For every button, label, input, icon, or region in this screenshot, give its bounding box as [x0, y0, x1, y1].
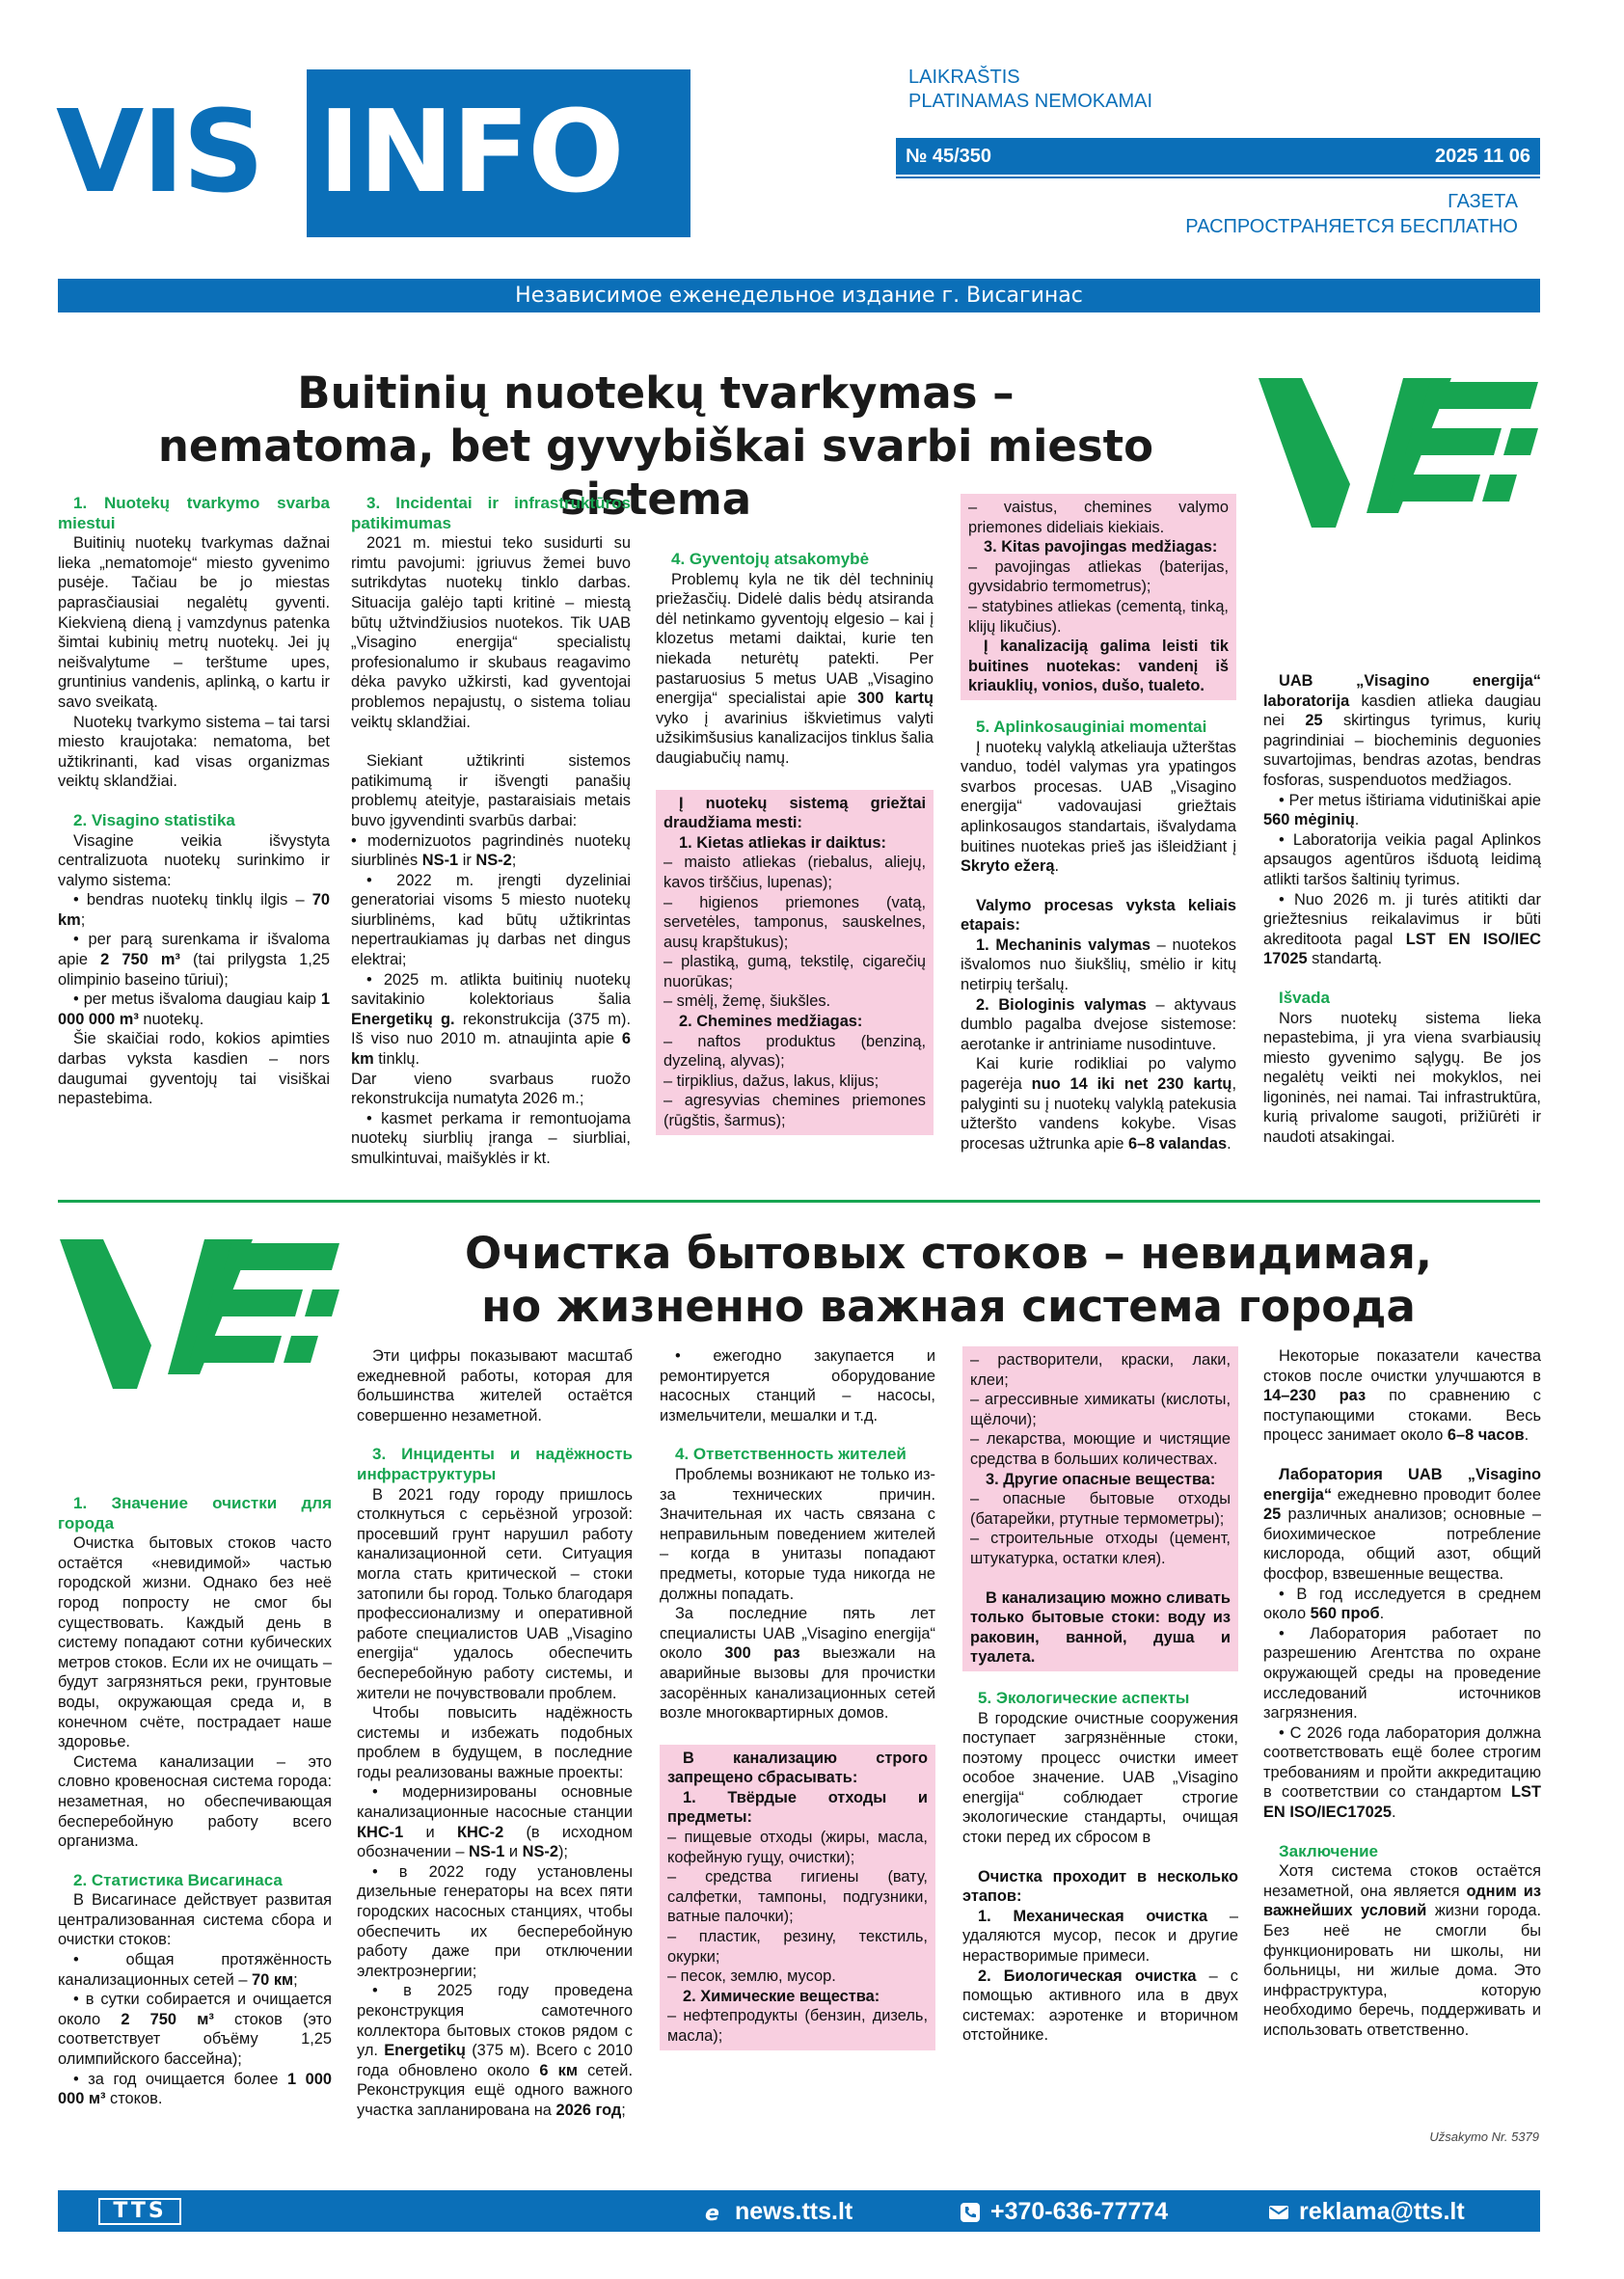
masthead-lt-note: LAIKRAŠTIS PLATINAMAS NEMOKAMAI [908, 67, 1153, 112]
ru-heading-2: 2. Статистика Висагинаса [73, 1870, 283, 1889]
lt-heading-6: Išvada [1279, 988, 1330, 1007]
ru-heading-1: 1. Значение очистки для города [58, 1494, 332, 1533]
lt-column-1: 1. Nuotekų tvarkymo svarba miestui Buitinių nuotekų tvarkymas dažnai lieka „nematomoje“ miesto gyvenimo pusėje. Tačiau be jo miestas paprasčiausiai negalėtų gyventi. Kiekvieną dieną į vamzdynus patenka šimtai kubinių metrų nuotekų. Jei jų neišvalytume – terštume upes, gruntinius vandenis, aplinką, o kartu ir savo sveikatą. Nuotekų tvarkymo sistema – tai tarsi miesto kraujotaka: nematoma, bet užtikrinanti, kad visas organizmas veiktų sklandžiai. 2. Visagino statistika Visagine veikia išvystyta centralizuota nuotekų surinkimo ir valymo sistema: • bendras nuotekų tinklų ilgis – 70 km; • per parą surenkama ir išvaloma apie 2 750 m³ (tai prilygsta 1,25 olimpinio baseino tūriui); • per metus išvaloma daugiau kaip 1 000 000 m³ nuotekų. Šie skaičiai rodo, kokios apimties darbas vyksta kasdien – nors daugumai gyventojų tai visiškai nepastebima. [58, 494, 330, 1108]
lt-heading-4: 4. Gyventojų atsakomybė [671, 550, 870, 568]
order-number: Užsakymo Nr. 5379 [1429, 2130, 1539, 2144]
footer-bar [58, 2190, 1540, 2232]
ru-column-5: Некоторые показатели качества стоков после очистки улучшаются в 14–230 раз по сравнению с поступающими стоками. Весь процесс занимает около 6–8 часов. Лаборатория UAB „Visagino energija“ ежедневно проводит более 25 различных анализов; основные – биохимическое потребление кислорода, общий азот, общий фосфор, взвешенные вещества. • В год исследуется в среднем около 560 проб. • Лаборатория работает по разрешению Агентства по охране окружающей среды на проведение исследований источников загрязнения. • С 2026 года лаборатория должна соответствовать ещё более строгим требованиям и пройти аккредитацию в соответствии со стандартом LST EN ISO/IEC17025. Заключение Хотя система стоков остаётся незаметной, она является одним из важнейших условий жизни города. Без неё не смогли бы функционировать ни школы, ни больницы, ни жилые дома. Это инфраструктура, которую необходимо беречь, поддерживать и использовать ответственно. [1263, 1347, 1541, 2039]
lt-heading-3: 3. Incidentai ir infrastruktūros patikimumas [351, 494, 631, 532]
phone-icon [960, 2202, 981, 2223]
ve-logo-icon [1259, 368, 1538, 532]
ru-prohibited-box: В канализацию строго запрещено сбрасывать: 1. Твёрдые отходы и предметы: – пищевые отходы (жиры, масла, кофейную гущу, очистки); – средства гигиены (вату, салфетки, тампоны, подгузники, ватные палочки); – пластик, резину, текстиль, окурки; – песок, землю, мусор. 2. Химические вещества: – нефтепродукты (бензин, дизель, масла); [660, 1745, 935, 2050]
ru-heading-5: 5. Экологические аспекты [978, 1688, 1190, 1707]
ru-column-1: 1. Значение очистки для города Очистка бытовых стоков часто остаётся «невидимой» частью городской жизни. Однако без неё город попросту не смог бы существовать. Каждый день в систему попадают сотни кубических метров стоков. Если их не очищать – будут загрязняться реки, грунтовые воды, окружающая среда и, в конечном счёте, пострадает наше здоровье. Система канализации – это словно кровеносная система города: незаметная, но обеспечивающая бесперебойную работу всего организма. 2. Статистика Висагинаса В Висагинасе действует развитая централизованная система сбора и очистки стоков: • общая протяжённость канализационных сетей – 70 км; • в сутки собирается и очищается около 2 750 м³ стоков (это соответствует объёму 1,25 олимпийского бассейна); • за год очищается более 1 000 000 м³ стоков. [58, 1494, 332, 2108]
issue-bar [896, 138, 1540, 175]
tagline-bar: Независимое еженедельное издание г. Висагинас [58, 279, 1540, 312]
ve-logo-icon-2 [60, 1230, 339, 1394]
lt-column-3: 4. Gyventojų atsakomybė Problemų kyla ne tik dėl techninių priežasčių. Didelė dalis bėdų atsiranda dėl netinkamo gyventojų elgesio – kai į klozetus metami daiktai, kurie ten niekada neturėtų patekti. Per pastaruosius 5 metus UAB „Visagino energija“ specialistai apie 300 kartų vyko į avarinius iškvietimus valyti užsikimšusius kanalizacijos tinklus šalia daugiabučių namų. Į nuotekų sistemą griežtai draudžiama mesti: 1. Kietas atliekas ir daiktus: – maisto atliekas (riebalus, aliejų, kavos tirščius, lupenas); – higienos priemones (vatą, servetėles, tamponus, sauskelnes, ausų krapštukus); – plastiką, gumą, tekstilę, cigarečių nuorūkas; – smėlį, žemę, šiukšles. 2. Chemines medžiagas: – naftos produktus (benziną, dyzeliną, alyvas); – tirpiklius, dažus, lakus, klijus; – agresyvias chemines priemones (rūgštis, šarmus); [656, 494, 934, 1135]
ru-headline: Очистка бытовых стоков – невидимая, но жизненно важная система города [464, 1228, 1433, 1332]
tts-logo: TTS [98, 2198, 181, 2225]
article-divider [58, 1200, 1540, 1203]
web-icon [704, 2202, 725, 2223]
ru-prohibited-box-continued: – растворители, краски, лаки, клеи; – агрессивные химикаты (кислоты, щёлочи); – лекарства, моющие и чистящие средства в больших количествах. 3. Другие опасные вещества: – опасные бытовые отходы (батарейки, ртутные термометры); – строительные отходы (цемент, штукатурка, остатки клея). В канализацию можно сливать только бытовые стоки: воду из раковин, ванной, душа и туалета. [962, 1346, 1238, 1671]
footer-email-link[interactable]: reklama@tts.lt [1268, 2198, 1465, 2226]
lt-prohibited-box-continued: – vaistus, chemines valymo priemones dideliais kiekiais. 3. Kitas pavojingas medžiagas: – pavojingas atliekas (baterijas, gyvsidabrio termometrus); – statybines atliekas (cementą, tinką, klijų likučius). Į kanalizaciją galima leisti tik buitines nuotekas: vandenį iš kriauklių, vonios, dušo, tualeto. [961, 494, 1236, 700]
lt-prohibited-box: Į nuotekų sistemą griežtai draudžiama mesti: 1. Kietas atliekas ir daiktus: – maisto atliekas (riebalus, aliejų, kavos tirščius, lupenas); – higienos priemones (vatą, servetėles, tamponus, sauskelnes, ausų krapštukus); – plastiką, gumą, tekstilę, cigarečių nuorūkas; – smėlį, žemę, šiukšles. 2. Chemines medžiagas: – naftos produktus (benziną, dyzeliną, alyvas); – tirpiklius, dažus, lakus, klijus; – agresyvias chemines priemones (rūgštis, šarmus); [656, 790, 934, 1135]
issue-date: 2025 11 06 [1435, 146, 1530, 167]
lt-column-2: 3. Incidentai ir infrastruktūros patikimumas 2021 m. miestui teko susidurti su rimtu pavojumi: įgriuvus žemei buvo sutrikdytas nuotekų tinklo darbas. Situacija galėjo tapti kritinė – miestą būtų užtvindžiusios nuotekos. Tik UAB „Visagino energija“ specialistų profesionalumo ir skubaus reagavimo dėka pavyko užkirsti, kad gyventojai problemos nepajustų, o sistema toliau veiktų sklandžiai. Siekiant užtikrinti sistemos patikimumą ir išvengti panašių problemų ateityje, pastaraisiais metais buvo įgyvendinti svarbūs darbai: • modernizuotos pagrindinės nuotekų siurblinės NS-1 ir NS-2; • 2022 m. įrengti dyzeliniai generatoriai visoms 5 miesto nuotekų siurblinėms, kad būtų užtikrintas nepertraukiamas jų darbas net dingus elektrai; • 2025 m. atlikta buitinių nuotekų savitakinio kolektoriaus šalia Energetikų g. rekonstrukcija (375 m). Iš viso nuo 2010 m. atnaujinta apie 6 km tinklų. Dar vieno svarbaus ruožo rekonstrukcija numatyta 2026 m.; • kasmet perkama ir remontuojama nuotekų siurblių įranga – siurbliai, smulkintuvai, maišyklės ir kt. [351, 494, 631, 1167]
svg-text:e: e [705, 2201, 719, 2223]
lt-column-5: UAB „Visagino energija“ laboratorija kasdien atlieka daugiau nei 25 skirtingus tyrimus, kurių pagrindiniai – biocheminis deguonies suvartojimas, bendras azotas, bendras fosforas, suspenduotos medžiagos. • Per metus ištiriama vidutiniškai apie 560 mėginių. • Laboratorija veikia pagal Aplinkos apsaugos agentūros išduotą leidimą atlikti taršos šaltinių tyrimus. • Nuo 2026 m. ji turės atitikti dar griežtesnius reikalavimus ir būti akreditoota pagal LST EN ISO/IEC 17025 standartą. Išvada Nors nuotekų sistema lieka nepastebima, ji yra viena svarbiausių miesto gyvenimo sąlygų. Be jos negalėtų veikti nei mokyklos, nei ligoninės, nei namai. Tai infrastruktūra, kurią privalome saugoti, prižiūrėti ir naudoti atsakingai. [1263, 672, 1542, 1147]
ru-column-4: – растворители, краски, лаки, клеи; – агрессивные химикаты (кислоты, щёлочи); – лекарства, моющие и чистящие средства в больших количествах. 3. Другие опасные вещества: – опасные бытовые отходы (батарейки, ртутные термометры); – строительные отходы (цемент, штукатурка, остатки клея). В канализацию можно сливать только бытовые стоки: воду из раковин, ванной, душа и туалета. 5. Экологические аспекты В городские очистные сооружения поступает загрязнённые стоки, поэтому процесс очистки имеет особое значение. UAB „Visagino energija“ соблюдает строгие экологические стандарты, очищая стоки перед их сбросом в Очистка проходит в несколько этапов: 1. Механическая очистка – удаляются мусор, песок и другие нерастворимые примеси. 2. Биологическая очистка – с помощью активного ила в двух системах: аэротенке и вторичном отстойнике. [962, 1346, 1238, 2046]
ru-heading-3: 3. Инциденты и надёжность инфраструктуры [357, 1445, 633, 1483]
ru-heading-4: 4. Ответственность жителей [675, 1445, 907, 1464]
lt-headline: Buitinių nuotekų tvarkymas – nematoma, bet gyvybiškai svarbi miesto sistema [157, 367, 1154, 525]
footer-phone-link[interactable]: +370-636-77774 [960, 2198, 1168, 2226]
lt-heading-1: 1. Nuotekų tvarkymo svarba miestui [58, 494, 330, 532]
lt-heading-5: 5. Aplinkosauginiai momentai [976, 717, 1207, 736]
masthead-line [896, 176, 1540, 178]
masthead-ru-note: ГАЗЕТА РАСПРОСТРАНЯЕТСЯ БЕСПЛАТНО [1185, 191, 1518, 237]
footer-web-link[interactable]: e news.tts.lt [705, 2198, 853, 2225]
lt-heading-2: 2. Visagino statistika [73, 810, 235, 829]
ru-column-2: Эти цифры показывают масштаб ежедневной работы, которая для большинства жителей остаётся совершенно незаметной. 3. Инциденты и надёжность инфраструктуры В 2021 году городу пришлось столкнуться с серьёзной угрозой: просевший грунт нарушил работу канализационной сети. Ситуация могла стать критической – стоки затопили бы город. Только благодаря профессионализму и оперативной работе специалистов UAB „Visagino energija“ удалось обеспечить бесперебойную работу системы, и жители не почувствовали проблем. Чтобы повысить надёжность системы и избежать подобных проблем в будущем, в последние годы реализованы важные проекты: • модернизированы основные канализационные насосные станции КНС-1 и КНС-2 (в исходном обозначении – NS-1 и NS-2); • в 2022 году установлены дизельные генераторы на всех пяти городских насосных станциях, чтобы обеспечить их бесперебойную работу даже при отключении электроэнергии; • в 2025 году проведена реконструкция самотечного коллектора бытовых стоков рядом с ул. Energetikų (375 м). Всего с 2010 года обновлено около 6 км сетей. Реконструкция ещё одного важного участка запланирована на 2026 год; [357, 1347, 634, 2119]
ru-column-3: • ежегодно закупается и ремонтируется оборудование насосных станций – насосы, измельчители, мешалки и т.д. 4. Ответственность жителей Проблемы возникают не только из-за технических причин. Значительная их часть связана с неправильным поведением жителей – когда в унитазы попадают предметы, которые туда никогда не должны попадать. За последние пять лет специалисты UAB „Visagino energija“ около 300 раз выезжали на аварийные вызовы для прочистки засорённых канализационных сетей возле многоквартирных домов. В канализацию строго запрещено сбрасывать: 1. Твёрдые отходы и предметы: – пищевые отходы (жиры, масла, кофейную гущу, очистки); – средства гигиены (вату, салфетки, тампоны, подгузники, ватные палочки); – пластик, резину, текстиль, окурки; – песок, землю, мусор. 2. Химические вещества: – нефтепродукты (бензин, дизель, масла); [660, 1346, 935, 2050]
logo-vis: VIS [56, 85, 263, 218]
email-icon [1268, 2202, 1289, 2223]
lt-column-4: – vaistus, chemines valymo priemones dideliais kiekiais. 3. Kitas pavojingas medžiagas: – pavojingas atliekas (baterijas, gyvsidabrio termometrus); – statybines atliekas (cementą, tinką, klijų likučius). Į kanalizaciją galima leisti tik buitines nuotekas: vandenį iš kriauklių, vonios, dušo, tualeto. 5. Aplinkosauginiai momentai Į nuotekų valyklą atkeliauja užterštas vanduo, todėl valymas yra ypatingos svarbos procesas. UAB „Visagino energija“ vadovaujasi griežtais aplinkosaugos standartais, išvalydama buitines nuotekas prieš jas išleidžiant į Skryto ežerą. Valymo procesas vyksta keliais etapais: 1. Mechaninis valymas – nuotekos išvalomos nuo šiukšlių, smėlio ir kitų netirpių teršalų. 2. Biologinis valymas – aktyvaus dumblo pagalba dvejose sistemose: aerotanke ir antriniame nusodintuve. Kai kurie rodikliai po valymo pagerėja nuo 14 iki net 230 kartų, palyginti su į nuotekų valyklą patekusia užteršto vandens kokybe. Visas procesas užtrunka apie 6–8 valandas. [961, 494, 1236, 1153]
ru-heading-6: Заключение [1279, 1841, 1378, 1860]
logo-info: INFO [318, 85, 623, 218]
issue-number: № 45/350 [906, 146, 992, 167]
